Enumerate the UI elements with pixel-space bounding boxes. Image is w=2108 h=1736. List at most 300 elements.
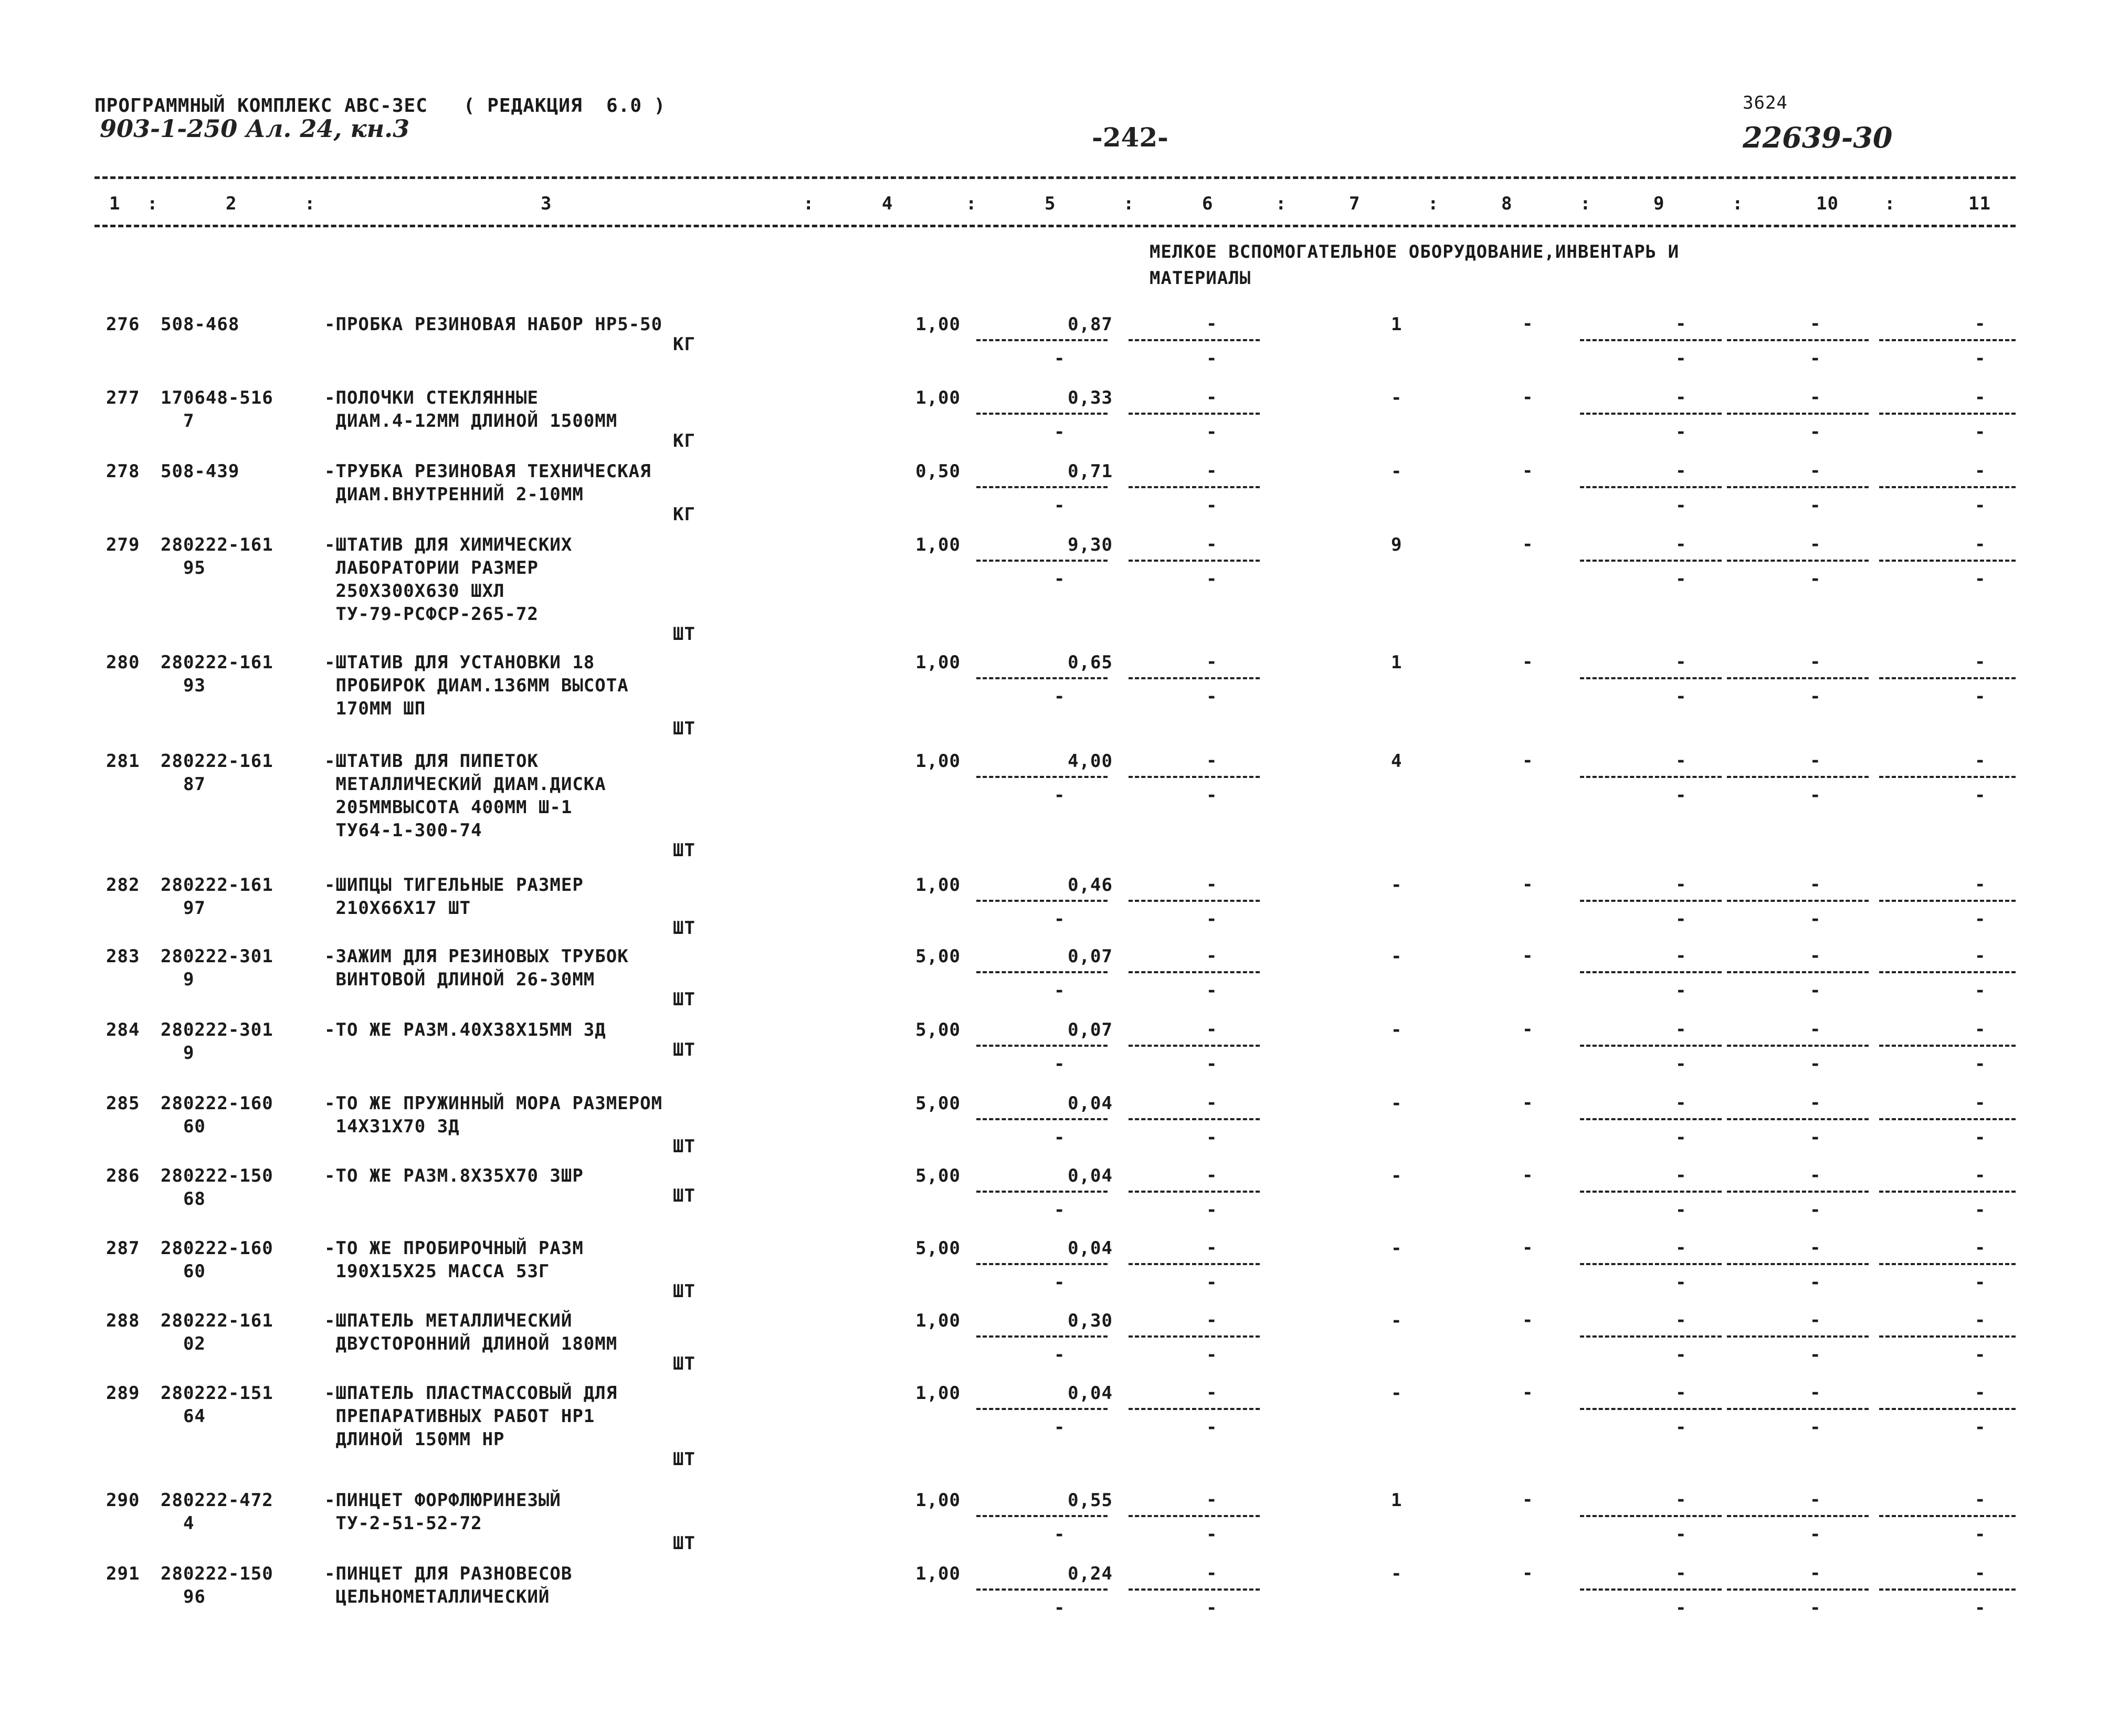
item-code: 280222-472 (161, 1490, 273, 1511)
item-name: 170ММ ШП (324, 698, 426, 719)
column-header-7: 7 (1349, 193, 1361, 214)
value-col5: 0,30 (1068, 1310, 1113, 1331)
row-number: 289 (106, 1383, 140, 1404)
dash-col9-lower: - (1675, 909, 1687, 930)
dash-col10: - (1810, 651, 1821, 672)
dash-col6: - (1206, 1019, 1217, 1040)
dash-col10-lower: - (1810, 1200, 1821, 1221)
row-number: 281 (106, 751, 140, 772)
qty-col4: 1,00 (915, 387, 961, 408)
column-header-2: 2 (226, 193, 237, 214)
dash-col9-lower: - (1675, 1272, 1687, 1293)
column-separator: : (147, 193, 159, 214)
qty-col4: 1,00 (915, 1383, 961, 1404)
item-code: 280222-160 (161, 1093, 273, 1114)
column-separator: : (304, 193, 316, 214)
item-name: ЛАБОРАТОРИИ РАЗМЕР (324, 557, 539, 578)
dash-col10-lower: - (1810, 1127, 1821, 1148)
dashed-rule (1129, 1408, 1260, 1410)
dash-col11: - (1975, 313, 1986, 334)
item-code: 280222-151 (161, 1383, 273, 1404)
row-number: 283 (106, 946, 140, 967)
item-code: 508-439 (161, 461, 240, 482)
dash-col10-lower: - (1810, 495, 1821, 516)
row-number: 276 (106, 314, 140, 335)
dash-col9: - (1675, 534, 1687, 555)
dash-col8: - (1522, 874, 1533, 895)
item-code: 170648-516 (161, 387, 273, 408)
item-name: 210Х66Х17 ШТ (324, 898, 471, 919)
dash-col11: - (1975, 1092, 1986, 1113)
dash-col11-lower: - (1975, 1200, 1986, 1221)
item-name: 14Х31Х70 ЗД (324, 1116, 460, 1137)
dash-col6-lower: - (1206, 909, 1217, 930)
value-col5: 0,07 (1068, 946, 1113, 967)
dashed-rule (1580, 677, 1722, 679)
dashed-rule (1129, 971, 1260, 973)
dashed-rule (1879, 900, 2016, 902)
dash-col9: - (1675, 313, 1687, 334)
dashed-rule (1879, 1515, 2016, 1517)
dash-col9-lower: - (1675, 785, 1687, 806)
dash-col11: - (1975, 1165, 1986, 1186)
dash-col10: - (1810, 1489, 1821, 1510)
item-code: 97 (161, 898, 206, 919)
dash-col9-lower: - (1675, 1417, 1687, 1438)
dash-col11: - (1975, 1237, 1986, 1258)
dash-col9: - (1675, 651, 1687, 672)
dash-col6-lower: - (1206, 569, 1217, 590)
value-col5: 9,30 (1068, 534, 1113, 555)
dash-col6: - (1206, 387, 1217, 408)
dash-col6-lower: - (1206, 1344, 1217, 1365)
row-number: 278 (106, 461, 140, 482)
qty-col4: 1,00 (915, 875, 961, 896)
dash-col10: - (1810, 460, 1821, 481)
dashed-rule (1129, 486, 1260, 488)
dashed-rule (1727, 1515, 1869, 1517)
dash-col9: - (1675, 1489, 1687, 1510)
dashed-rule (1129, 1588, 1260, 1591)
dashed-rule (1879, 560, 2016, 562)
item-code: 87 (161, 774, 206, 795)
row-number: 277 (106, 387, 140, 408)
header-code-top: 3624 (1743, 92, 1788, 113)
dash-col11-lower: - (1975, 1524, 1986, 1545)
unit: КГ (673, 504, 695, 525)
dash-col11: - (1975, 651, 1986, 672)
dashed-rule (976, 1515, 1108, 1517)
item-name: ПРЕПАРАТИВНЫХ РАБОТ НР1 (324, 1406, 595, 1427)
dashed-rule (1580, 339, 1722, 341)
value-col7: 1 (1391, 652, 1403, 673)
dash-col10-lower: - (1810, 1344, 1821, 1365)
dash-col9-lower: - (1675, 1344, 1687, 1365)
item-code: 280222-160 (161, 1238, 273, 1259)
unit: ШТ (673, 840, 695, 861)
dashed-rule (1879, 1191, 2016, 1193)
dash-col9-lower: - (1675, 1054, 1687, 1075)
dash-col9: - (1675, 750, 1687, 771)
column-header-4: 4 (882, 193, 893, 214)
column-header-6: 6 (1202, 193, 1214, 214)
item-name: 190Х15Х25 МАССА 53Г (324, 1261, 550, 1282)
unit: ШТ (673, 1353, 695, 1374)
dashed-rule (1879, 413, 2016, 415)
dash-col9: - (1675, 1382, 1687, 1403)
dash-col6-lower: - (1206, 1272, 1217, 1293)
dash-col10: - (1810, 313, 1821, 334)
dashed-rule (1879, 1335, 2016, 1338)
dash-col6: - (1206, 750, 1217, 771)
item-code: 280222-301 (161, 1019, 273, 1040)
item-code: 280222-161 (161, 534, 273, 555)
dashed-rule (1580, 1263, 1722, 1265)
dashed-rule (1129, 900, 1260, 902)
dash-col9: - (1675, 945, 1687, 966)
dash-col5-lower: - (1054, 1127, 1065, 1148)
item-name: -ПИНЦЕТ ДЛЯ РАЗНОВЕСОВ (324, 1563, 573, 1584)
item-code: 7 (161, 411, 195, 432)
dashed-rule (1727, 560, 1869, 562)
item-name: ДВУСТОРОННИЙ ДЛИНОЙ 180ММ (324, 1333, 618, 1354)
dash-col10-lower: - (1810, 422, 1821, 443)
header-code-main: 22639-30 (1743, 121, 1893, 154)
dashed-rule (1129, 413, 1260, 415)
row-number: 285 (106, 1093, 140, 1114)
dashed-rule (1129, 1515, 1260, 1517)
item-name: -ТРУБКА РЕЗИНОВАЯ ТЕХНИЧЕСКАЯ (324, 461, 651, 482)
item-name: ТУ-2-51-52-72 (324, 1513, 482, 1534)
page-number: -242- (1092, 122, 1168, 153)
dash-col9: - (1675, 1237, 1687, 1258)
dash-col6-lower: - (1206, 495, 1217, 516)
value-col7: - (1391, 1019, 1403, 1040)
value-col7: 9 (1391, 534, 1403, 555)
qty-col4: 0,50 (915, 461, 961, 482)
dash-col8: - (1522, 651, 1533, 672)
dash-col11-lower: - (1975, 909, 1986, 930)
dash-col5-lower: - (1054, 785, 1065, 806)
row-number: 284 (106, 1019, 140, 1040)
dashed-rule (1727, 413, 1869, 415)
item-code: 02 (161, 1333, 206, 1354)
dashed-rule (1727, 1263, 1869, 1265)
dashed-rule (1580, 1335, 1722, 1338)
dash-col8: - (1522, 1019, 1533, 1040)
dash-col10-lower: - (1810, 569, 1821, 590)
dash-col8: - (1522, 1092, 1533, 1113)
value-col7: - (1391, 1093, 1403, 1114)
item-code: 508-468 (161, 314, 240, 335)
dash-col11: - (1975, 387, 1986, 408)
column-separator: : (1732, 193, 1744, 214)
dash-col9-lower: - (1675, 686, 1687, 707)
value-col5: 0,55 (1068, 1490, 1113, 1511)
column-separator: : (966, 193, 977, 214)
item-name: ДЛИНОЙ 150ММ НР (324, 1429, 505, 1450)
dash-col5-lower: - (1054, 348, 1065, 369)
item-name: -ПРОБКА РЕЗИНОВАЯ НАБОР НР5-50 (324, 314, 663, 335)
qty-col4: 5,00 (915, 946, 961, 967)
dashed-rule (1580, 486, 1722, 488)
dash-col11-lower: - (1975, 1597, 1986, 1618)
dash-col10: - (1810, 750, 1821, 771)
item-code: 68 (161, 1188, 206, 1209)
item-name: ВИНТОВОЙ ДЛИНОЙ 26-30ММ (324, 969, 595, 990)
value-col5: 0,04 (1068, 1383, 1113, 1404)
dash-col9: - (1675, 460, 1687, 481)
dashed-rule (976, 677, 1108, 679)
dash-col6: - (1206, 534, 1217, 555)
dash-col5-lower: - (1054, 1272, 1065, 1293)
value-col7: - (1391, 946, 1403, 967)
dash-col6: - (1206, 313, 1217, 334)
dash-col6-lower: - (1206, 1054, 1217, 1075)
dashed-rule (1580, 971, 1722, 973)
column-separator: : (803, 193, 815, 214)
dash-col6: - (1206, 651, 1217, 672)
dash-col11-lower: - (1975, 348, 1986, 369)
dash-col10-lower: - (1810, 1417, 1821, 1438)
dash-col8: - (1522, 1563, 1533, 1584)
dashed-rule (1727, 677, 1869, 679)
dashed-rule (1727, 1045, 1869, 1047)
dash-col6: - (1206, 1382, 1217, 1403)
dashed-rule (1727, 776, 1869, 778)
dashed-rule (976, 1191, 1108, 1193)
value-col7: 1 (1391, 1490, 1403, 1511)
item-code: 60 (161, 1261, 206, 1282)
dash-col5-lower: - (1054, 569, 1065, 590)
item-name: -ШПАТЕЛЬ ПЛАСТМАССОВЫЙ ДЛЯ (324, 1383, 618, 1404)
dashed-rule (1879, 1263, 2016, 1265)
row-number: 280 (106, 652, 140, 673)
dashed-rule (976, 1588, 1108, 1591)
qty-col4: 1,00 (915, 1490, 961, 1511)
dashed-rule (1129, 1263, 1260, 1265)
dashed-rule (1879, 1118, 2016, 1120)
item-name: ДИАМ.4-12ММ ДЛИНОЙ 1500ММ (324, 411, 618, 432)
dash-col10-lower: - (1810, 686, 1821, 707)
item-code: 93 (161, 675, 206, 696)
dashed-rule (1580, 776, 1722, 778)
dash-col8: - (1522, 1165, 1533, 1186)
qty-col4: 1,00 (915, 652, 961, 673)
dashed-rule (1727, 900, 1869, 902)
dash-col5-lower: - (1054, 1200, 1065, 1221)
qty-col4: 1,00 (915, 1563, 961, 1584)
dash-col6: - (1206, 1310, 1217, 1331)
value-col5: 0,04 (1068, 1093, 1113, 1114)
dash-col8: - (1522, 460, 1533, 481)
dashed-rule (976, 486, 1108, 488)
dash-col11-lower: - (1975, 1127, 1986, 1148)
dash-col9: - (1675, 874, 1687, 895)
dashed-rule (1580, 1118, 1722, 1120)
dash-col10: - (1810, 1237, 1821, 1258)
dashed-rule (1727, 971, 1869, 973)
value-col7: - (1391, 1383, 1403, 1404)
dash-col10: - (1810, 1310, 1821, 1331)
qty-col4: 1,00 (915, 751, 961, 772)
column-header-8: 8 (1501, 193, 1513, 214)
qty-col4: 5,00 (915, 1165, 961, 1186)
dash-col6-lower: - (1206, 785, 1217, 806)
item-name: -ТО ЖЕ РАЗМ.40Х38Х15ММ ЗД (324, 1019, 606, 1040)
item-name: ТУ-79-РСФСР-265-72 (324, 604, 539, 625)
dash-col6-lower: - (1206, 348, 1217, 369)
dash-col8: - (1522, 1310, 1533, 1331)
dash-col5-lower: - (1054, 1054, 1065, 1075)
dash-col6-lower: - (1206, 422, 1217, 443)
dash-col5-lower: - (1054, 495, 1065, 516)
dash-col11: - (1975, 1489, 1986, 1510)
qty-col4: 1,00 (915, 314, 961, 335)
dash-col10: - (1810, 1092, 1821, 1113)
dashed-rule (976, 1335, 1108, 1338)
dash-col11-lower: - (1975, 569, 1986, 590)
dash-col11: - (1975, 874, 1986, 895)
qty-col4: 5,00 (915, 1238, 961, 1259)
dash-col9-lower: - (1675, 422, 1687, 443)
dash-col5-lower: - (1054, 1417, 1065, 1438)
dashed-rule (1129, 1335, 1260, 1338)
dashed-rule (1580, 413, 1722, 415)
value-col5: 0,07 (1068, 1019, 1113, 1040)
dashed-rule (1129, 1191, 1260, 1193)
column-header-1: 1 (109, 193, 121, 214)
dashed-rule (1879, 1588, 2016, 1591)
item-code: 280222-150 (161, 1563, 273, 1584)
dash-col10-lower: - (1810, 348, 1821, 369)
dash-col6-lower: - (1206, 686, 1217, 707)
dash-col6-lower: - (1206, 1417, 1217, 1438)
dash-col10-lower: - (1810, 1597, 1821, 1618)
dash-col10: - (1810, 874, 1821, 895)
dashed-rule (1727, 1191, 1869, 1193)
dash-col6: - (1206, 874, 1217, 895)
dashed-rule (1580, 900, 1722, 902)
dash-col9-lower: - (1675, 569, 1687, 590)
row-number: 287 (106, 1238, 140, 1259)
dash-col6-lower: - (1206, 1597, 1217, 1618)
item-name: -ШТАТИВ ДЛЯ ПИПЕТОК (324, 751, 539, 772)
dash-col8: - (1522, 750, 1533, 771)
item-code: 9 (161, 969, 195, 990)
unit: КГ (673, 334, 695, 355)
dash-col9: - (1675, 1019, 1687, 1040)
value-col5: 0,24 (1068, 1563, 1113, 1584)
dashed-rule (1879, 1408, 2016, 1410)
dash-col10: - (1810, 1165, 1821, 1186)
row-number: 282 (106, 875, 140, 896)
dashed-rule (976, 560, 1108, 562)
dash-col10: - (1810, 387, 1821, 408)
item-name: -ШТАТИВ ДЛЯ УСТАНОВКИ 18 (324, 652, 595, 673)
dash-col6: - (1206, 460, 1217, 481)
dashed-rule (976, 971, 1108, 973)
dash-col11-lower: - (1975, 1272, 1986, 1293)
row-number: 291 (106, 1563, 140, 1584)
item-name: -ТО ЖЕ РАЗМ.8Х35Х70 ЗШР (324, 1165, 584, 1186)
dash-col6: - (1206, 1563, 1217, 1584)
item-code: 280222-161 (161, 1310, 273, 1331)
item-code: 96 (161, 1586, 206, 1607)
unit: ШТ (673, 1533, 695, 1554)
dashed-rule (1580, 1408, 1722, 1410)
dashed-rule (976, 900, 1108, 902)
value-col7: - (1391, 1563, 1403, 1584)
item-code: 9 (161, 1043, 195, 1064)
dash-col11-lower: - (1975, 980, 1986, 1001)
unit: ШТ (673, 918, 695, 939)
dash-col5-lower: - (1054, 686, 1065, 707)
item-code: 280222-161 (161, 875, 273, 896)
dash-col6-lower: - (1206, 1200, 1217, 1221)
item-name: -ТО ЖЕ ПРУЖИННЫЙ МОРА РАЗМЕРОМ (324, 1093, 663, 1114)
dashed-rule (976, 1263, 1108, 1265)
dash-col8: - (1522, 534, 1533, 555)
value-col5: 0,04 (1068, 1238, 1113, 1259)
dash-col11: - (1975, 460, 1986, 481)
dashed-rule (1879, 776, 2016, 778)
value-col7: - (1391, 875, 1403, 896)
dashed-rule (1879, 677, 2016, 679)
unit: ШТ (673, 1039, 695, 1060)
column-header-11: 11 (1968, 193, 1991, 214)
dash-col11: - (1975, 1382, 1986, 1403)
item-name: МЕТАЛЛИЧЕСКИЙ ДИАМ.ДИСКА (324, 774, 606, 795)
item-name: -ТО ЖЕ ПРОБИРОЧНЫЙ РАЗМ (324, 1238, 584, 1259)
dashed-rule (976, 776, 1108, 778)
dash-col6: - (1206, 1237, 1217, 1258)
item-name: -ПИНЦЕТ ФОРФЛЮРИНЕЗЫЙ (324, 1490, 561, 1511)
item-name: ТУ64-1-300-74 (324, 820, 482, 841)
value-col7: - (1391, 1165, 1403, 1186)
dashed-rule (1879, 486, 2016, 488)
dashed-rule (1879, 971, 2016, 973)
dash-col5-lower: - (1054, 1597, 1065, 1618)
column-header-10: 10 (1816, 193, 1839, 214)
dash-col11: - (1975, 1019, 1986, 1040)
header-doc-ref: 903-1-250 Ал. 24, кн.3 (100, 114, 410, 143)
qty-col4: 5,00 (915, 1093, 961, 1114)
dash-col10: - (1810, 1382, 1821, 1403)
dashed-rule (1879, 339, 2016, 341)
dash-col10-lower: - (1810, 909, 1821, 930)
dash-col9-lower: - (1675, 495, 1687, 516)
dash-col11: - (1975, 945, 1986, 966)
qty-col4: 1,00 (915, 534, 961, 555)
dashed-rule (1580, 1191, 1722, 1193)
dashed-rule (976, 339, 1108, 341)
unit: ШТ (673, 1185, 695, 1206)
unit: ШТ (673, 718, 695, 739)
value-col5: 0,71 (1068, 461, 1113, 482)
unit: КГ (673, 430, 695, 451)
dash-col9: - (1675, 1165, 1687, 1186)
section-title-line-1: МЕЛКОЕ ВСПОМОГАТЕЛЬНОЕ ОБОРУДОВАНИЕ,ИНВЕНТАРЬ И (1150, 241, 1680, 262)
item-name: -ЗАЖИМ ДЛЯ РЕЗИНОВЫХ ТРУБОК (324, 946, 629, 967)
dash-col10-lower: - (1810, 785, 1821, 806)
item-name: 250Х300Х630 ШХЛ (324, 581, 505, 602)
dash-col6-lower: - (1206, 980, 1217, 1001)
item-code: 280222-161 (161, 751, 273, 772)
dashed-rule (1129, 776, 1260, 778)
header-program: ПРОГРАММНЫЙ КОМПЛЕКС АВС-ЗЕС ( РЕДАКЦИЯ 6.0 ) (94, 95, 666, 117)
section-title-line-2: МАТЕРИАЛЫ (1150, 268, 1251, 289)
